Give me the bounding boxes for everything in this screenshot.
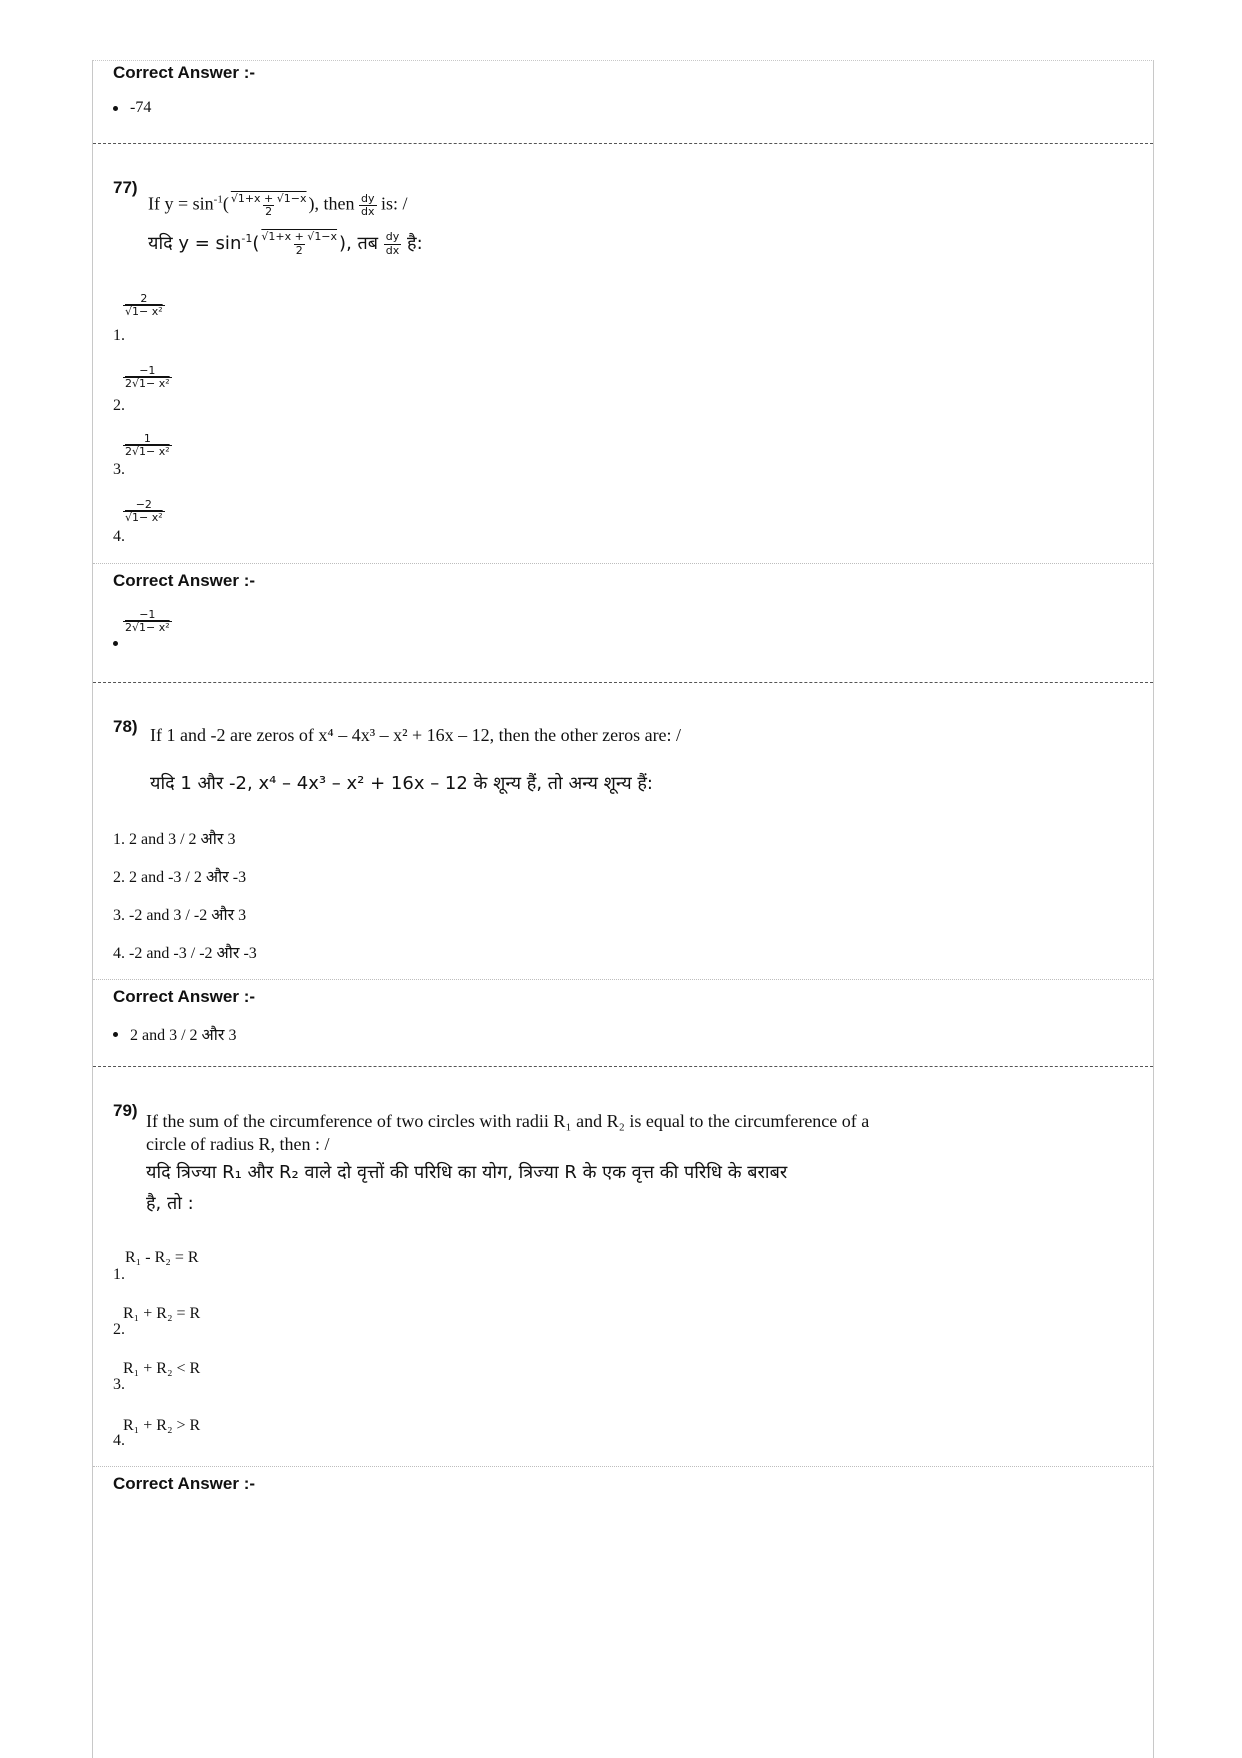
question-text-hindi: यदि 1 और -2, x⁴ – 4x³ – x² + 16x – 12 के शून्य हैं, तो अन्य शून्य हैं: bbox=[150, 773, 653, 794]
option-number: 3. bbox=[113, 1376, 125, 1393]
bullet-icon bbox=[113, 641, 118, 646]
option-number: 1. bbox=[113, 327, 125, 344]
option-4-text: R₁ + R₂ > R bbox=[123, 1417, 201, 1434]
question-text-hindi-cont: है, तो : bbox=[146, 1193, 194, 1214]
answer-fraction: $\frac{-1}{\text{2√1− x²}}$ bbox=[125, 608, 170, 635]
option-3: 3. -2 and 3 / -2 और 3 bbox=[113, 907, 247, 924]
option-fraction: $\frac{-2}{\text{√1− x²}}$ bbox=[125, 498, 163, 525]
option-1 bbox=[123, 293, 165, 318]
option-4 bbox=[123, 499, 165, 524]
question-text-english: If 1 and -2 are zeros of x⁴ – 4x³ – x² + 16x – 12, then the other zeros are: / bbox=[150, 725, 682, 745]
question-separator bbox=[93, 682, 1153, 683]
option-number: 2. bbox=[113, 1321, 125, 1338]
question-text-english: If $y = \sin^{-1}$( $\frac{√1+x + √1-x}{2}$ ), then $\frac{dy}{dx}$ is: / bbox=[148, 192, 408, 219]
correct-answer-item bbox=[113, 1023, 236, 1045]
question-number: 79) bbox=[113, 1101, 138, 1120]
question-separator bbox=[93, 1066, 1153, 1067]
question-separator bbox=[93, 143, 1153, 144]
question-text-hindi: यदि त्रिज्या R₁ और R₂ वाले दो वृत्तों की परिधि का योग, त्रिज्या R के एक वृत्त की परिधि के बराबर bbox=[146, 1162, 788, 1183]
question-number: 77) bbox=[113, 178, 138, 197]
option-fraction: $\frac{1}{\text{2√1− x²}}$ bbox=[125, 432, 170, 459]
question-number: 78) bbox=[113, 717, 138, 736]
option-number: 4. bbox=[113, 528, 125, 545]
correct-answer-label: Correct Answer :- bbox=[113, 571, 256, 590]
correct-answer-label: Correct Answer :- bbox=[113, 63, 256, 82]
bullet bbox=[113, 641, 130, 646]
option-number: 3. bbox=[113, 461, 125, 478]
option-2: 2. 2 and -3 / 2 और -3 bbox=[113, 869, 247, 886]
option-2 bbox=[123, 365, 172, 390]
question-text-english-cont: circle of radius R, then : / bbox=[146, 1134, 330, 1154]
bullet-icon bbox=[113, 1032, 118, 1037]
question-paper-page bbox=[92, 60, 1154, 1758]
option-3 bbox=[123, 433, 172, 458]
correct-answer-label: Correct Answer :- bbox=[113, 987, 256, 1006]
derivative-fraction: $\frac{dy}{dx}$ bbox=[361, 192, 375, 219]
option-fraction: $\frac{2}{\text{√1− x²}}$ bbox=[125, 292, 163, 319]
correct-answer-item bbox=[123, 609, 172, 634]
derivative-fraction: $\frac{dy}{dx}$ bbox=[385, 230, 400, 257]
answer-divider bbox=[93, 1466, 1153, 1467]
question-text-english: If the sum of the circumference of two circles with radii R₁ and R₂ is equal to the circumference of a bbox=[146, 1111, 870, 1131]
option-1: 1. 2 and 3 / 2 और 3 bbox=[113, 831, 236, 848]
fraction: $\frac{√1+x + √1-x}{2}$ bbox=[230, 192, 307, 219]
question-text-hindi: यदि $y = \sin^{-1}$( $\frac{√1+x + √1-x}{2}$ ), तब $\frac{dy}{dx}$ है: bbox=[148, 230, 423, 257]
answer-text: 2 and 3 / 2 और 3 bbox=[130, 1027, 237, 1044]
option-number: 1. bbox=[113, 1266, 125, 1283]
option-fraction: $\frac{-1}{\text{2√1− x²}}$ bbox=[125, 364, 170, 391]
option-number: 4. bbox=[113, 1432, 125, 1449]
answer-divider bbox=[93, 563, 1153, 564]
correct-answer-item bbox=[113, 99, 151, 117]
option-2-text: R₁ + R₂ = R bbox=[123, 1305, 201, 1322]
option-1-text: R₁ - R₂ = R bbox=[125, 1249, 199, 1266]
fraction: $\frac{√1+x + √1-x}{2}$ bbox=[261, 230, 338, 257]
bullet-icon bbox=[113, 106, 118, 111]
correct-answer-label: Correct Answer :- bbox=[113, 1474, 256, 1493]
option-3-text: R₁ + R₂ < R bbox=[123, 1360, 201, 1377]
answer-text: -74 bbox=[130, 99, 152, 116]
option-4: 4. -2 and -3 / -2 और -3 bbox=[113, 945, 257, 962]
answer-divider bbox=[93, 979, 1153, 980]
option-number: 2. bbox=[113, 397, 125, 414]
